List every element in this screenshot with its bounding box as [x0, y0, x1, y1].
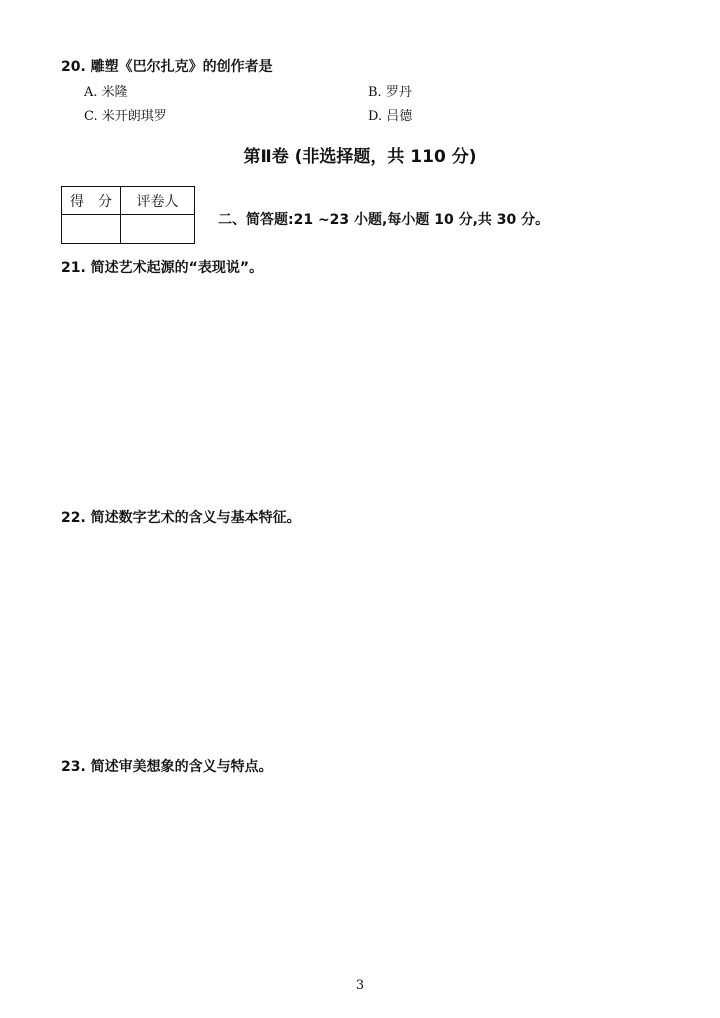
- question-20-option-b[interactable]: B. 罗丹: [368, 85, 412, 100]
- grader-cell[interactable]: [121, 215, 195, 244]
- score-table: [61, 186, 195, 244]
- short-answer-heading: 二、简答题:21 ~23 小题,每小题 10 分,共 30 分。: [218, 212, 550, 228]
- question-20-option-a[interactable]: A. 米隆: [84, 85, 128, 100]
- section-2-title: 第Ⅱ卷 (非选择题，共 110 分): [243, 147, 477, 167]
- question-20-option-c[interactable]: C. 米开朗琪罗: [84, 109, 167, 124]
- question-23: 23. 简述审美想象的含义与特点。: [61, 759, 273, 775]
- answer-area-22[interactable]: [61, 530, 661, 750]
- answer-area-21[interactable]: [61, 280, 661, 500]
- question-22: 22. 简述数字艺术的含义与基本特征。: [61, 510, 301, 526]
- page-number: 3: [355, 978, 365, 993]
- answer-area-23[interactable]: [61, 780, 661, 960]
- score-header: 得 分: [62, 187, 121, 215]
- question-20-option-d[interactable]: D. 吕德: [368, 109, 413, 124]
- question-21: 21. 简述艺术起源的“表现说”。: [61, 260, 264, 276]
- grader-header: 评卷人: [121, 187, 195, 215]
- question-20-title: 20. 雕塑《巴尔扎克》的创作者是: [61, 59, 273, 75]
- score-cell[interactable]: [62, 215, 121, 244]
